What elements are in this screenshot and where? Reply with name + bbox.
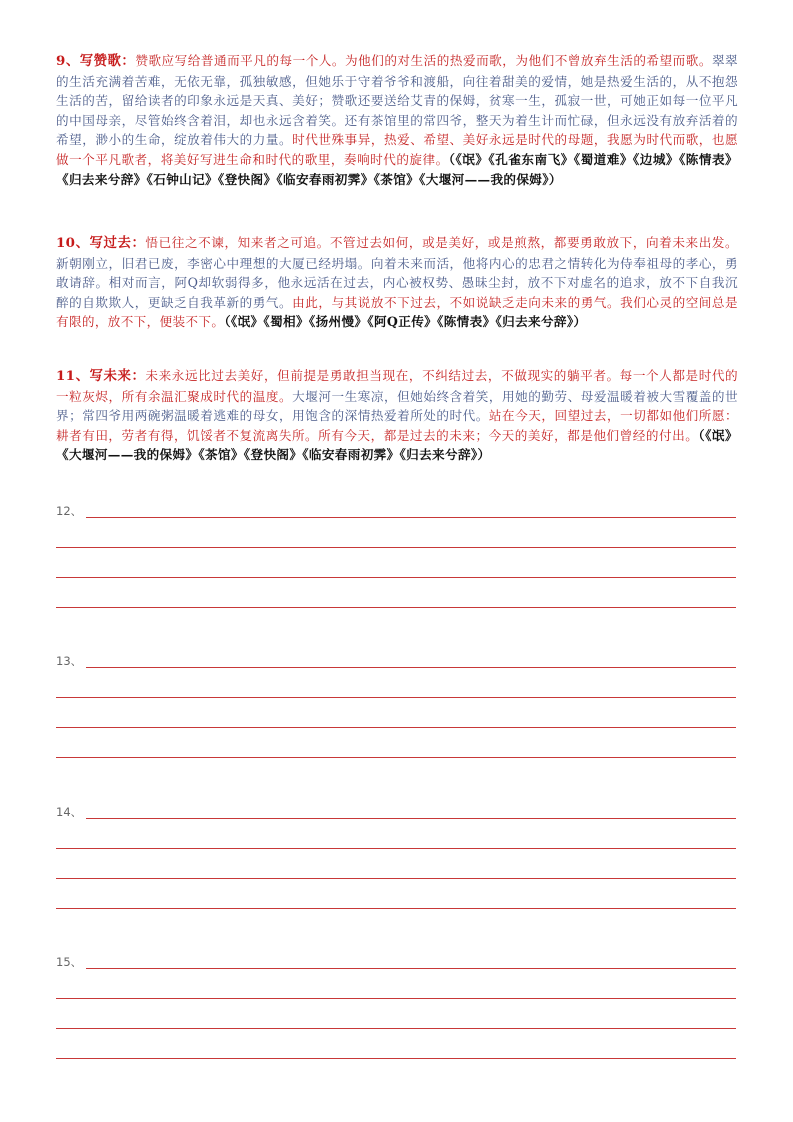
thesis-text: 赞歌应写给普通而平凡的每一个人。为他们的对生活的热爱而歌，为他们不曾放弃生活的希望而歌。 — [135, 53, 712, 68]
worksheet-number: 15、 — [56, 955, 83, 969]
reference-books: （《氓》《蜀相》《扬州慢》《阿Q正传》《陈情表》《归去来兮辞》） — [224, 314, 587, 330]
example-text: 大堰河一生寒凉，但她始终含着笑，用她的勤劳、母爱温暖着被大雪覆盖的世界；常四爷用两碗粥温暖着逃难的母女，用饱含的深情热爱着所处的时代。 — [56, 388, 738, 424]
worksheet-block-13 — [56, 653, 736, 763]
entry-heading: 9、写赞歌： — [56, 53, 136, 69]
writing-line[interactable] — [86, 517, 736, 518]
writing-line[interactable] — [56, 848, 736, 849]
writing-line[interactable] — [86, 818, 736, 819]
writing-line[interactable] — [86, 667, 736, 668]
worksheet-number: 12、 — [56, 504, 83, 518]
writing-line[interactable] — [56, 878, 736, 879]
entry-heading: 10、写过去： — [56, 235, 146, 251]
writing-line[interactable] — [56, 607, 736, 608]
writing-line[interactable] — [86, 968, 736, 969]
worksheet-number: 14、 — [56, 805, 83, 819]
example-text: 翠翠的生活充满着苦难，无依无靠，孤独敏感，但她乐于守着爷爷和渡船，向往着甜美的爱情，她是热爱生活的，从不抱怨生活的苦，留给读者的印象永远是天真、美好；赞歌还要送给艾青的保姆，贫寒一生，孤寂一世，可她正如每一位平凡的中国母亲，尽管始终含着泪，却也永远含着笑。还有茶馆里的常四爷，整天为着生计而忙碌，但永远没有放弃活着的希望，渺小的生命，绽放着伟大的力量。 — [56, 53, 739, 148]
worksheet-block-12 — [56, 503, 736, 613]
worksheet-block-15 — [56, 954, 736, 1064]
worksheet-number: 13、 — [56, 654, 83, 668]
entry-write-praise — [56, 51, 738, 189]
entry-heading: 11、写未来： — [56, 368, 146, 384]
example-text: 新朝刚立，旧君已废，李密心中理想的大厦已经坍塌。向着未来而活，他将内心的忠君之情转化为侍奉祖母的孝心，勇敢请辞。相对而言，阿Q却软弱得多，他永远活在过去，内心被权势、愚昧尘封，放不下对虚名的追求，放不下自我沉醉的自欺欺人，更缺乏自我革新的勇气。 — [56, 255, 738, 310]
conclusion-text: 由此，与其说放不下过去，不如说缺乏走向未来的勇气。我们心灵的空间总是有限的，放不下，便装不下。 — [56, 294, 738, 330]
writing-line[interactable] — [56, 998, 736, 999]
reference-books: （《氓》《孔雀东南飞》《蜀道难》《边城》《陈情表》《归去来兮辞》《石钟山记》《登快阁》《临安春雨初霁》《茶馆》《大堰河——我的保姆》） — [56, 151, 739, 187]
writing-line[interactable] — [56, 547, 736, 548]
conclusion-text: 时代世殊事异，热爱、希望、美好永远是时代的母题，我愿为时代而歌，也愿做一个平凡歌者，将美好写进生命和时代的歌里，奏响时代的旋律。 — [56, 132, 738, 167]
conclusion-text: 站在今天，回望过去，一切都如他们所愿：耕者有田，劳者有得，饥馁者不复流离失所。所有今天，都是过去的未来；今天的美好，都是他们曾经的付出。 — [56, 408, 738, 443]
writing-line[interactable] — [56, 697, 736, 698]
writing-line[interactable] — [56, 577, 736, 578]
entry-write-future — [56, 366, 738, 465]
reference-books: （《氓》《大堰河——我的保姆》《茶馆》《登快阁》《临安春雨初霁》《归去来兮辞》） — [56, 427, 738, 463]
thesis-text: 未来永远比过去美好，但前提是勇敢担当现在，不纠结过去，不做现实的躺平者。每一个人都是时代的一粒灰烬，所有余温汇聚成时代的温度。 — [56, 368, 738, 404]
writing-line[interactable] — [56, 757, 736, 758]
thesis-text: 悟已往之不谏，知来者之可追。不管过去如何，或是美好，或是煎熬，都要勇敢放下，向着未来出发。 — [145, 235, 738, 250]
writing-line[interactable] — [56, 908, 736, 909]
worksheet-block-14 — [56, 804, 736, 914]
writing-line[interactable] — [56, 1058, 736, 1059]
writing-line[interactable] — [56, 727, 736, 728]
entry-write-past — [56, 233, 738, 332]
writing-line[interactable] — [56, 1028, 736, 1029]
